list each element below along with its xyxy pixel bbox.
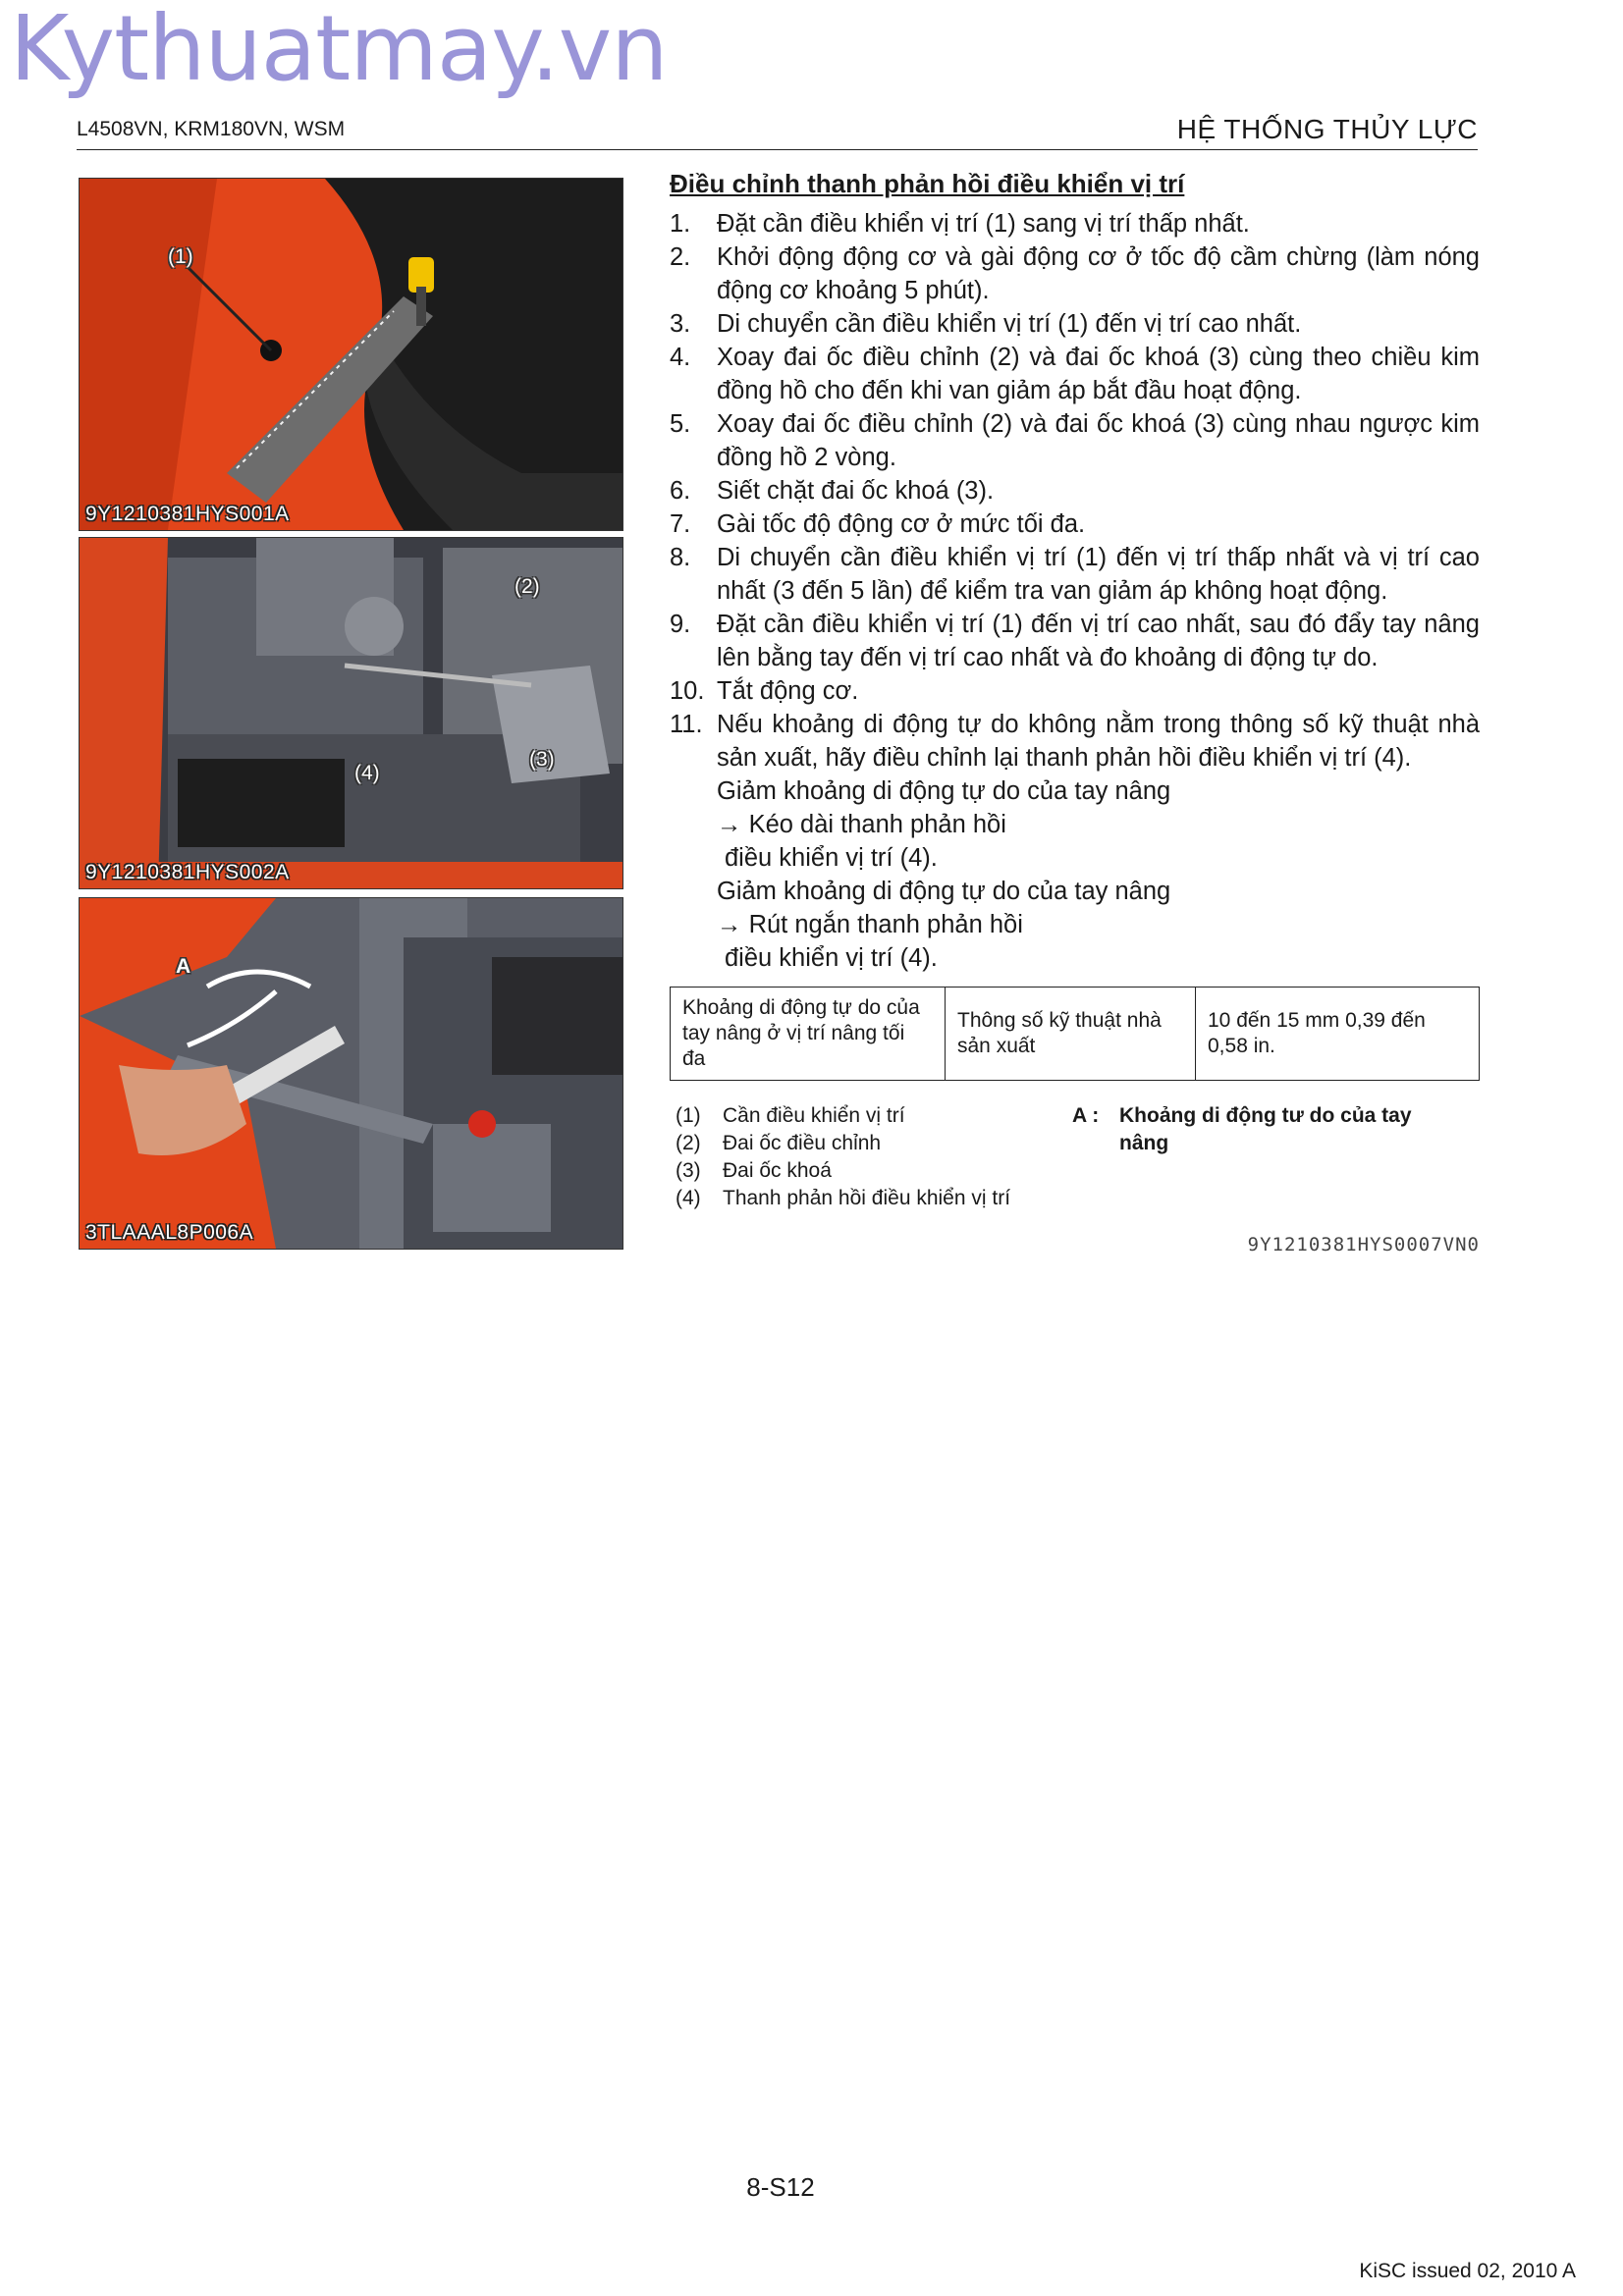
- legend-item: (4) Thanh phản hồi điều khiển vị trí: [676, 1187, 1011, 1209]
- adjustment-line: → Rút ngắn thanh phản hồi: [717, 911, 1023, 938]
- spec-value: 10 đến 15 mm 0,39 đến 0,58 in.: [1196, 988, 1480, 1081]
- legend-item: (1) Cần điều khiển vị trí: [676, 1104, 905, 1127]
- callout-3: (3): [529, 748, 555, 771]
- spec-row: [671, 988, 1480, 1081]
- callout-1: (1): [168, 245, 193, 268]
- photo-id: 9Y1210381HYS001A: [85, 503, 290, 525]
- photo-lift-arm-measure: [79, 897, 623, 1250]
- adjustment-line: → Kéo dài thanh phản hồi: [717, 811, 1006, 838]
- step: 10. Tắt động cơ.: [670, 677, 859, 705]
- header-section-title: HỆ THỐNG THỦY LỰC: [1176, 114, 1478, 144]
- adjustment-line: Giảm khoảng di động tự do của tay nâng: [717, 878, 1171, 905]
- procedure-steps: [670, 207, 1480, 774]
- step: 1. Đặt cần điều khiển vị trí (1) sang vị trí thấp nhất.: [670, 210, 1250, 238]
- document-code: 9Y1210381HYS0007VN0: [1247, 1234, 1480, 1255]
- photo-position-lever-image: [80, 179, 622, 530]
- callout-4: (4): [354, 762, 380, 784]
- page-number: 8-S12: [746, 2172, 815, 2202]
- step: 8. Di chuyển cần điều khiển vị trí (1) đến vị trí thấp nhất và vị trí cao nhất (3 đến 5 lần) để kiểm tra van giảm áp không hoạt động.: [670, 544, 1480, 605]
- spec-table: [670, 987, 1480, 1081]
- legend-item: (3) Đai ốc khoá: [676, 1159, 832, 1182]
- step: 7. Gài tốc độ động cơ ở mức tối đa.: [670, 510, 1086, 538]
- step: 6. Siết chặt đai ốc khoá (3).: [670, 477, 995, 505]
- photo-adjusting-nuts-image: [80, 538, 622, 888]
- photo-position-lever: [79, 178, 623, 531]
- spec-item: Khoảng di động tự do của tay nâng ở vị trí nâng tối đa: [671, 988, 946, 1081]
- photo-adjusting-nuts: [79, 537, 623, 889]
- adjustment-line: điều khiển vị trí (4).: [725, 944, 938, 972]
- procedure: [670, 169, 1480, 1255]
- step: 2. Khởi động động cơ và gài động cơ ở tốc độ cầm chừng (làm nóng động cơ khoảng 5 phút).: [670, 243, 1480, 304]
- legend: [670, 1102, 1480, 1212]
- adjustment-notes: [670, 774, 1480, 975]
- callout-2: (2): [514, 575, 540, 598]
- photo-id: 9Y1210381HYS002A: [85, 861, 290, 883]
- step: 5. Xoay đai ốc điều chỉnh (2) và đai ốc khoá (3) cùng nhau ngược kim đồng hồ 2 vòng.: [670, 410, 1480, 471]
- procedure-title: Điều chỉnh thanh phản hồi điều khiển vị trí: [670, 169, 1185, 198]
- adjustment-line: điều khiển vị trí (4).: [725, 844, 938, 872]
- photo-id: 3TLAAAL8P006A: [85, 1221, 254, 1244]
- spec-label: Thông số kỹ thuật nhà sản xuất: [946, 988, 1196, 1081]
- watermark: Kythuatmay.vn: [10, 0, 668, 101]
- step: 11. Nếu khoảng di động tự do không nằm trong thông số kỹ thuật nhà sản xuất, hãy điều chỉnh lại thanh phản hồi điều khiển vị trí (4).: [670, 711, 1480, 772]
- issued-note: KiSC issued 02, 2010 A: [1359, 2260, 1576, 2282]
- callout-a: A: [176, 955, 191, 978]
- header-divider: [77, 149, 1478, 150]
- legend-key: A : Khoảng di động tư do của tay nâng: [1072, 1104, 1412, 1154]
- step: 4. Xoay đai ốc điều chỉnh (2) và đai ốc khoá (3) cùng theo chiều kim đồng hồ cho đến khi van giảm áp bắt đầu hoạt động.: [670, 344, 1480, 404]
- step: 3. Di chuyển cần điều khiển vị trí (1) đến vị trí cao nhất.: [670, 310, 1302, 338]
- photo-lift-arm-measure-image: [80, 898, 622, 1249]
- adjustment-line: Giảm khoảng di động tự do của tay nâng: [717, 777, 1171, 805]
- legend-list: [670, 1102, 1072, 1212]
- header-models: L4508VN, KRM180VN, WSM: [77, 118, 346, 140]
- legend-item: (2) Đai ốc điều chỉnh: [676, 1132, 882, 1154]
- step: 9. Đặt cần điều khiển vị trí (1) đến vị trí cao nhất, sau đó đẩy tay nâng lên bằng tay đến vị trí cao nhất và đo khoảng di động tự do.: [670, 611, 1480, 671]
